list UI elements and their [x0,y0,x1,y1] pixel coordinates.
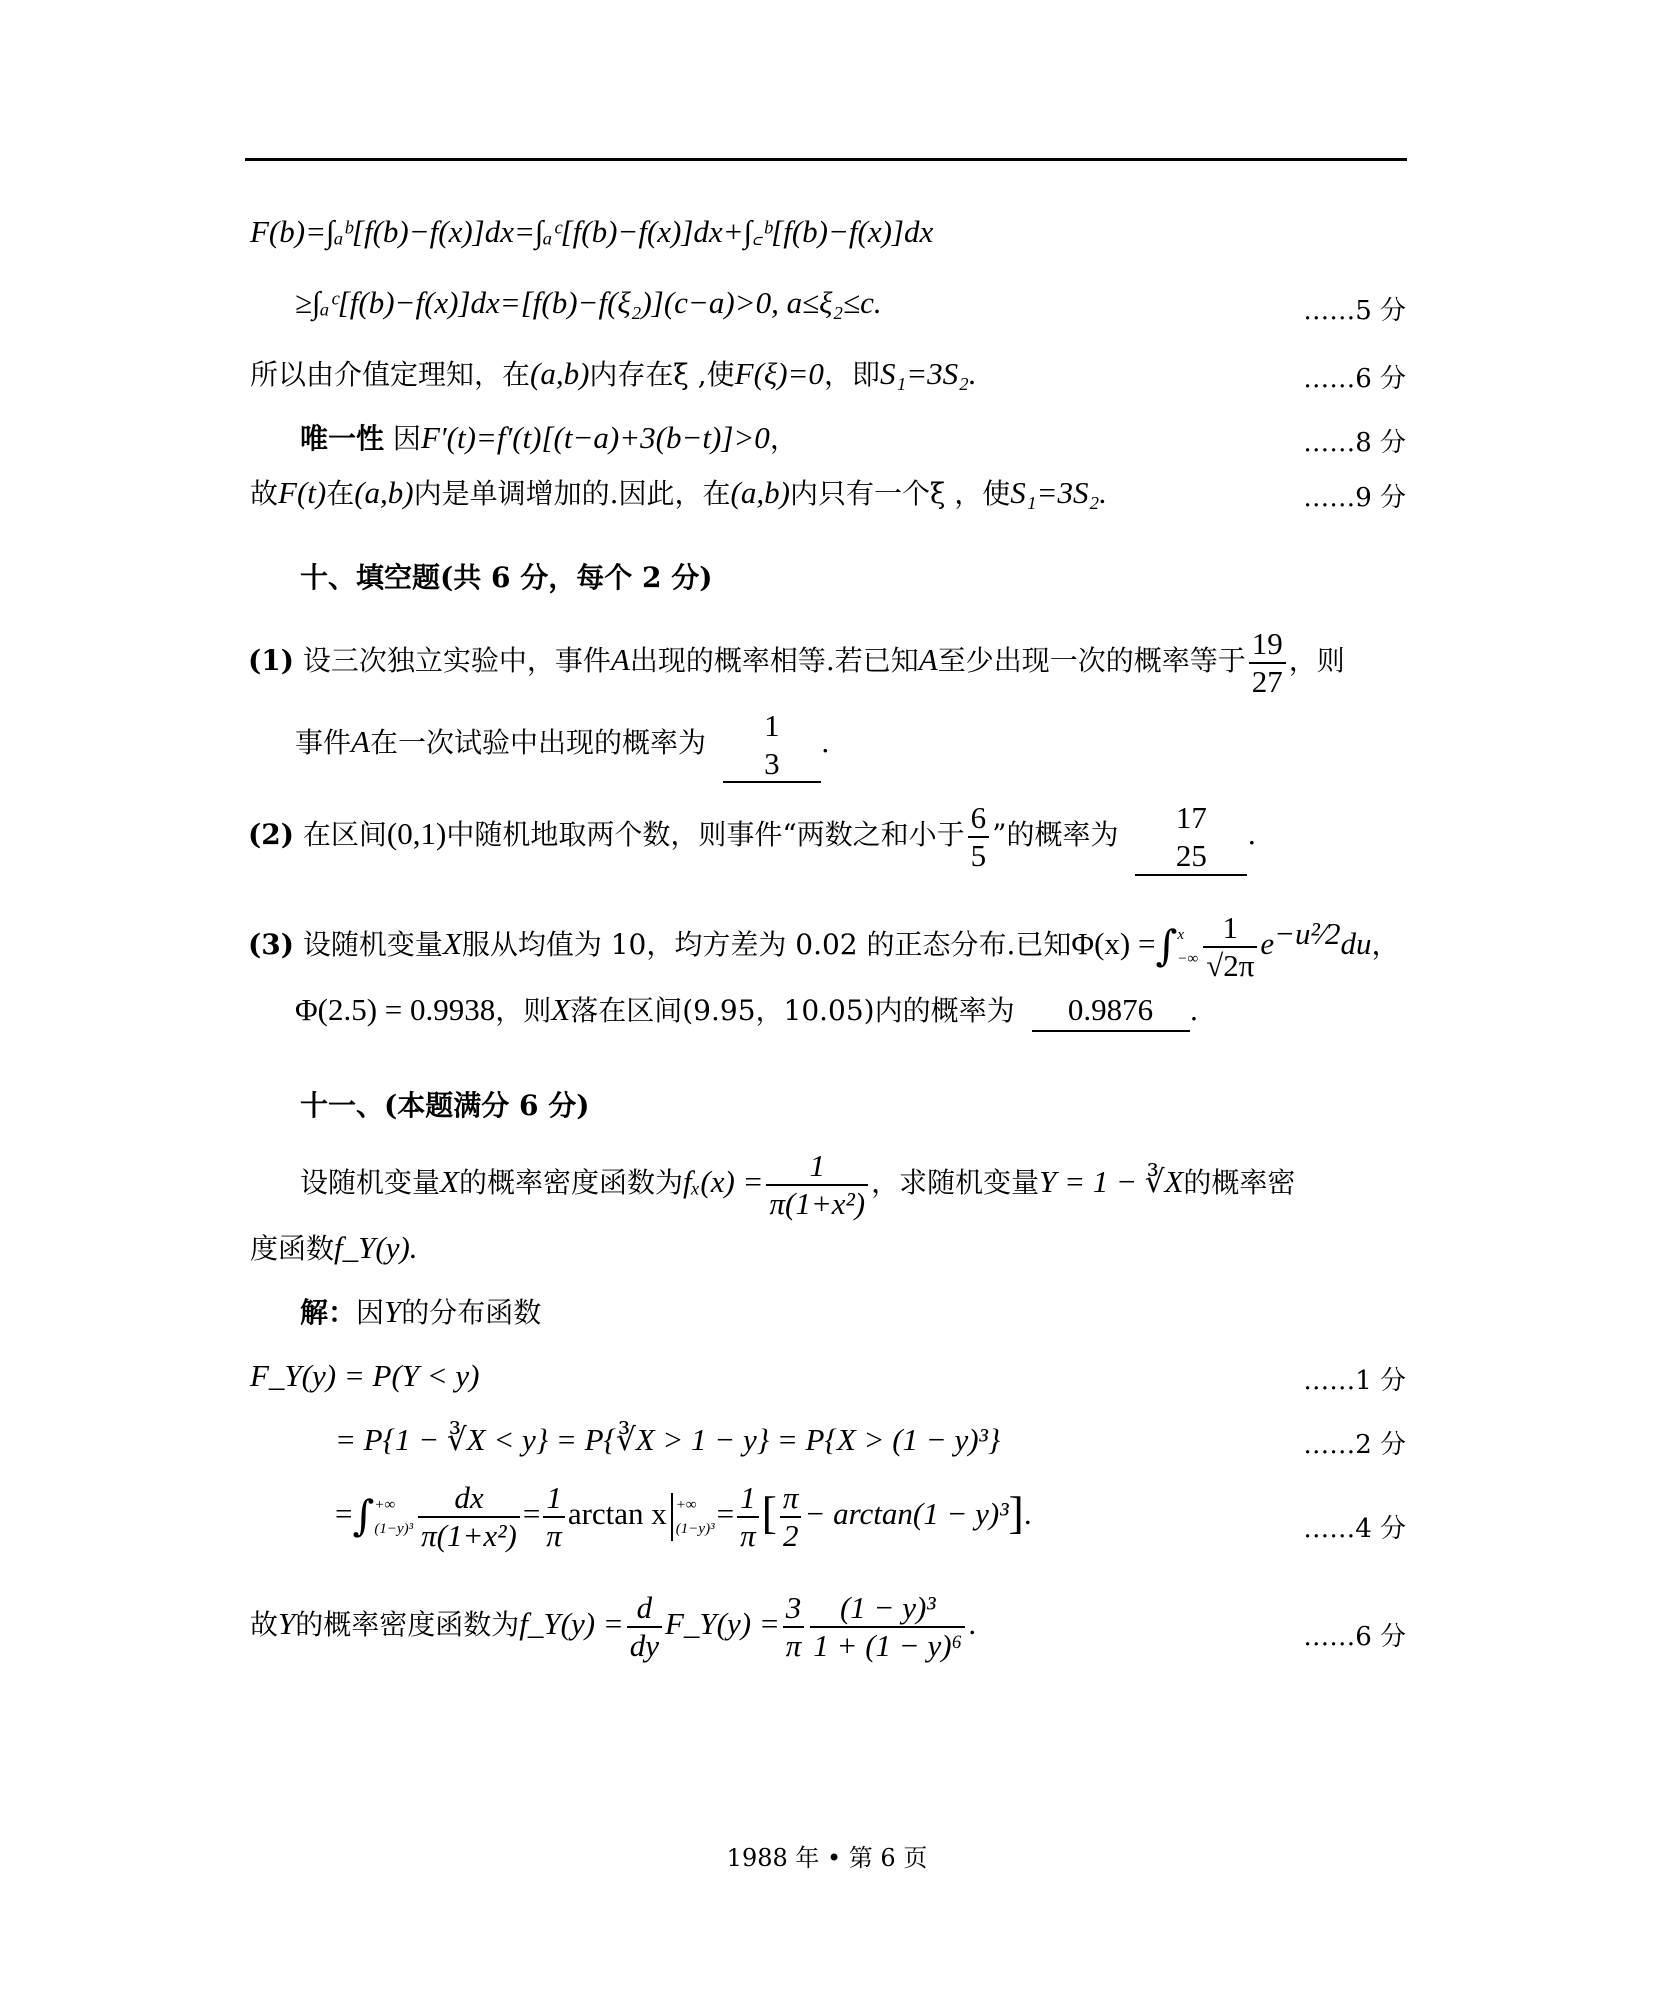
math: Φ(x) = [1071,926,1156,962]
section-10-heading: 十、填空题(共 6 分，每个 2 分) [300,561,713,594]
text: 度函数 [250,1232,335,1265]
page-footer: 1988 年 • 第 6 页 [726,1844,928,1872]
math: F(t) [278,475,327,510]
numerator: 1 [764,708,780,743]
math: Y [278,1606,296,1642]
math: = [716,1496,735,1532]
text: 服从均值为 10，均方差为 0.02 的正态分布.已知 [461,928,1072,962]
math: . [968,1606,977,1642]
text: 所以由介值定理知，在 [250,358,531,391]
math: = [335,1496,353,1532]
question-number: (2) [248,818,294,852]
denominator: π(1+x²) [766,1184,868,1222]
numerator: π [782,1480,799,1515]
denominator: dy [627,1626,662,1664]
solution-intro [300,1292,541,1333]
denominator: √2π [1203,946,1257,984]
math: X [442,926,462,962]
math: Y [384,1294,402,1329]
text: 的分布函数 [401,1296,542,1329]
score-mark: ……2 分 [1303,1430,1406,1460]
fraction [780,1480,802,1553]
fraction [1249,626,1286,699]
score-mark: ……5 分 [1303,296,1406,326]
text: ，即 [823,358,880,391]
equation-2: = P{1 − ∛X < y} = P{∛X > 1 − y} = P{X > (1 − y)³} [335,1422,1001,1457]
text: 故 [250,1608,279,1642]
text: 的概率密度函数为 [458,1166,683,1200]
text: 中随机地取两个数，则事件“两数之和小于 [446,818,965,852]
numerator: 1 [1222,910,1239,945]
denominator: π [783,1626,805,1664]
answer-blank [723,708,821,783]
math: (a,b) [730,475,790,510]
uniqueness-label: 唯一性 [300,422,385,455]
text: 出现的概率相等.若已知 [629,644,919,678]
numerator: 17 [1175,800,1207,836]
upper-limit: +∞ [675,1496,697,1513]
question-3-line-2 [295,990,1198,1032]
fraction [1203,910,1257,983]
text: 落在区间(9.95，10.05)内的概率为 [570,994,1015,1027]
fraction [783,1590,805,1663]
math: S₁=3S₂. [1010,475,1108,510]
text: . [1247,818,1257,852]
math: F′(t)=f′(t)[(t−a)+3(b−t)]>0 [420,420,770,455]
text: ， [769,422,798,455]
text: ， [1371,928,1400,962]
text: 设三次独立实验中，事件 [302,644,611,678]
integral-limits [374,1493,413,1541]
proof-formula-line-2: ≥∫ₐᶜ[f(b)−f(x)]dx=[f(b)−f(ξ₂)](c−a)>0, a≤ξ₂≤c. [295,285,882,320]
equation-3 [335,1480,1032,1553]
text: 内只有一个ξ ，使 [789,477,1011,510]
integral-sign: ∫ [1155,921,1178,971]
upper-limit: x [1177,926,1185,943]
question-1-line-2 [295,708,830,783]
math: − arctan(1 − y)³ [804,1496,1009,1532]
fraction [543,1480,565,1553]
math: f_Y(y). [334,1230,418,1265]
math: X [551,992,571,1027]
text: ”的概率为 [992,818,1119,852]
fraction [627,1590,662,1663]
score-mark: ……9 分 [1303,483,1406,513]
numerator: 1 [809,1148,826,1183]
math: A [610,642,630,678]
equation-1: F_Y(y) = P(Y < y) [250,1358,480,1393]
answer-blank: 0.9876 [1032,990,1190,1032]
question-number: (1) [248,644,294,678]
denominator: 25 [1175,838,1207,874]
math: Y = 1 − ∛X [1039,1164,1184,1200]
problem-line-1 [300,1148,1295,1221]
denominator: 1 + (1 − y)⁶ [810,1626,965,1664]
text: 至少出现一次的概率等于 [937,644,1246,678]
math: Φ(2.5) = 0.9938 [295,992,496,1027]
text: 因 [392,422,421,455]
math: f_Y(y) = [519,1606,624,1642]
text: ，则 [1288,644,1345,678]
math: (0,1) [386,816,447,852]
math: (a,b) [354,475,414,510]
denominator: π [543,1516,565,1554]
uniqueness-line [300,418,798,459]
denominator: 2 [780,1516,802,1554]
question-number: (3) [248,928,294,962]
denominator: 5 [968,836,990,874]
integral-sign: ∫ [352,1491,375,1541]
denominator: 27 [1249,662,1286,700]
score-mark: ……6 分 [1303,364,1406,394]
math: F_Y(y) = [664,1606,780,1642]
math: e [1260,926,1275,962]
numerator: 3 [785,1590,802,1625]
exponent: −u²⁄2 [1274,915,1341,951]
math: arctan x [567,1496,667,1532]
text: 事件 [295,725,352,759]
fraction [737,1480,759,1553]
math: S₁=3S₂. [879,356,977,391]
text: 在 [326,477,355,510]
math: X [440,1164,459,1200]
question-2 [248,800,1256,876]
fraction [810,1590,965,1663]
evaluation-bar [671,1493,715,1541]
left-bracket: [ [761,1487,777,1539]
text: 设随机变量 [302,928,443,962]
proof-line-5 [250,473,1107,514]
proof-formula-line-1: F(b)=∫ₐᵇ[f(b)−f(x)]dx=∫ₐᶜ[f(b)−f(x)]dx+∫꜀ᵇ[f(b)−f(x)]dx [250,214,934,249]
fraction [766,1148,868,1221]
answer-fraction [1173,800,1210,873]
text: 在一次试验中出现的概率为 [369,725,706,759]
text: 内存在ξ ,使 [589,358,735,391]
fraction [968,800,990,873]
math: F(ξ)=0 [734,356,824,391]
text: ，则 [495,994,552,1027]
math: fₓ(x) = [682,1164,764,1200]
final-equation [250,1590,976,1663]
right-bracket: ] [1008,1487,1024,1539]
solution-label: 解： [300,1296,357,1329]
denominator: π [737,1516,759,1554]
problem-line-2 [250,1228,418,1269]
score-mark: ……4 分 [1303,1514,1406,1544]
score-mark: ……8 分 [1303,428,1406,458]
text: 因 [356,1296,385,1329]
text: 设随机变量 [300,1166,441,1200]
math: . [1023,1496,1032,1532]
lower-limit: (1−y)³ [374,1520,414,1537]
proof-line-3 [250,354,977,395]
numerator: d [636,1590,653,1625]
text: 的概率密度函数为 [295,1608,520,1642]
numerator: 1 [546,1480,562,1515]
text: 内是单调增加的.因此，在 [413,477,731,510]
numerator: 1 [740,1480,756,1515]
text: 的概率密 [1183,1166,1296,1200]
denominator: 3 [764,745,780,781]
question-1-line-1 [248,626,1345,699]
lower-limit: −∞ [1177,950,1199,967]
fraction [418,1480,520,1553]
text: . [1189,994,1199,1027]
math: A [918,642,938,678]
answer-blank [1135,800,1247,875]
section-11-heading: 十一、(本题满分 6 分) [300,1089,590,1122]
numerator: (1 − y)³ [839,1590,936,1625]
denominator: π(1+x²) [418,1516,520,1554]
text: . [820,725,830,759]
integral-limits [1177,923,1198,971]
math: (a,b) [530,356,590,391]
question-3-line-1 [248,910,1400,983]
text: ，求随机变量 [871,1166,1040,1200]
lower-limit: (1−y)³ [675,1520,715,1537]
text: 在区间 [302,818,387,852]
math: = [522,1496,541,1532]
numerator: 6 [970,800,987,835]
text: 故 [250,477,279,510]
numerator: 19 [1251,626,1283,661]
math: du [1340,926,1372,962]
upper-limit: +∞ [374,1496,396,1513]
score-mark: ……6 分 [1303,1622,1406,1652]
header-rule [245,158,1407,161]
math: A [351,723,370,759]
answer-fraction [761,708,783,781]
score-mark: ……1 分 [1303,1366,1406,1396]
numerator: dx [454,1480,484,1515]
